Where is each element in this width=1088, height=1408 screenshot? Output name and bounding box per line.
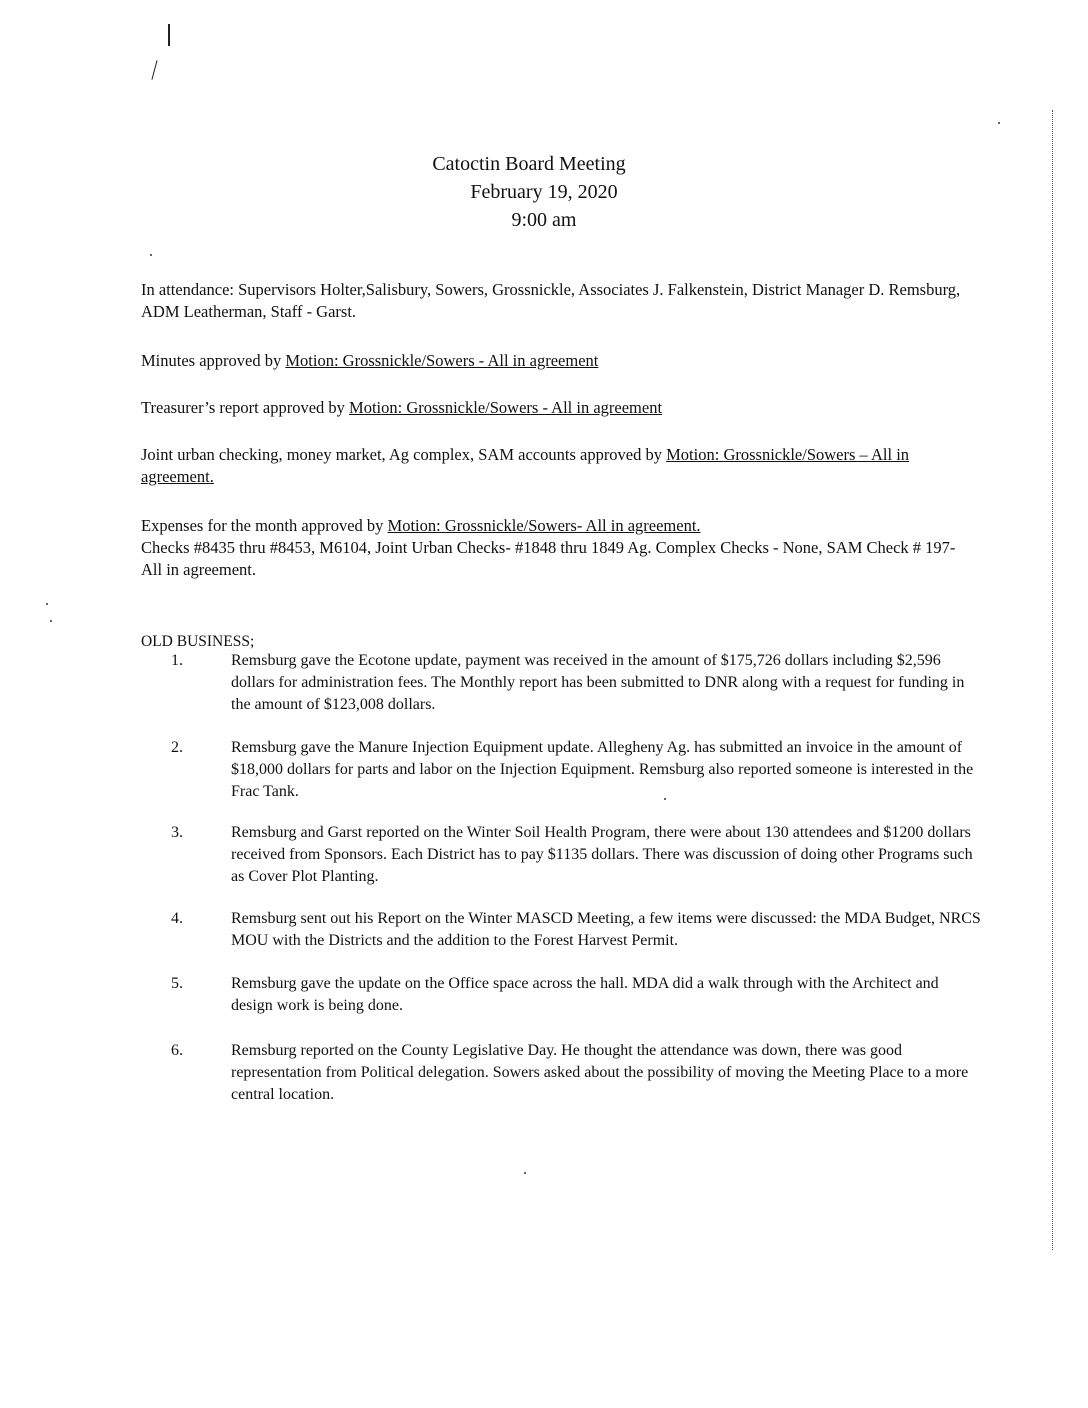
accounts-prefix: Joint urban checking, money market, Ag complex, SAM accounts approved by (141, 445, 667, 464)
scan-dot (150, 254, 152, 256)
scan-mark (168, 24, 170, 46)
item-text: Remsburg gave the Ecotone update, payment was received in the amount of $175,726 dollars including $2,596 dollars for administration fees. The Monthly report has been submitted to DNR along with a request for funding in the amount of $123,008 dollars. (231, 652, 965, 713)
item-number: 3. (171, 824, 183, 841)
treasurer-prefix: Treasurer’s report approved by (141, 398, 350, 417)
expenses-prefix: Expenses for the month approved by (141, 516, 388, 535)
minutes-motion: Motion: Grossnickle/Sowers - All in agreement (285, 351, 599, 370)
minutes-paragraph (141, 350, 971, 372)
item-text: Remsburg gave the Manure Injection Equipment update. Allegheny Ag. has submitted an invoice in the amount of $18,000 dollars for parts and labor on the Injection Equipment. Remsburg also reported someone is interested in the Frac Tank. (231, 739, 974, 800)
item-text: Remsburg sent out his Report on the Winter MASCD Meeting, a few items were discussed: the MDA Budget, NRCS MOU with the Districts and the addition to the Forest Harvest Permit. (231, 910, 981, 949)
old-business-heading: OLD BUSINESS; (141, 633, 255, 650)
accounts-paragraph (141, 444, 971, 488)
treasurer-paragraph (141, 397, 971, 419)
meeting-date: February 19, 2020 (470, 181, 618, 203)
item-text: Remsburg reported on the County Legislative Day. He thought the attendance was down, there was good representation from Political delegation. Sowers asked about the possibility of moving the Meeting Place to a more central location. (231, 1042, 969, 1103)
scan-dot (524, 1172, 526, 1174)
treasurer-motion: Motion: Grossnickle/Sowers - All in agreement (349, 398, 663, 417)
item-text: Remsburg gave the update on the Office space across the hall. MDA did a walk through with the Architect and design work is being done. (231, 975, 939, 1014)
scan-mark (151, 60, 157, 80)
item-number: 6. (171, 1042, 183, 1059)
item-text: Remsburg and Garst reported on the Winter Soil Health Program, there were about 130 attendees and $1200 dollars received from Sponsors. Each District has to pay $1135 dollars. There was discussion of doing other Programs such as Cover Plot Planting. (231, 824, 973, 885)
expenses-paragraph (141, 515, 971, 581)
minutes-prefix: Minutes approved by (141, 351, 286, 370)
item-number: 2. (171, 739, 183, 756)
accounts-motion: Motion: Grossnickle/Sowers – All in agreement. (141, 445, 910, 486)
meeting-title: Catoctin Board Meeting (432, 153, 626, 175)
meeting-time: 9:00 am (511, 209, 577, 231)
attendance-paragraph: In attendance: Supervisors Holter,Salisbury, Sowers, Grossnickle, Associates J. Falkenstein, District Manager D. Remsburg, ADM Leatherman, Staff - Garst. (141, 280, 961, 321)
scan-dot (46, 603, 48, 605)
scan-dot (998, 122, 1000, 124)
expenses-checks: Checks #8435 thru #8453, M6104, Joint Urban Checks- #1848 thru 1849 Ag. Complex Checks - None, SAM Check # 197- All in agreement. (141, 538, 956, 579)
item-number: 5. (171, 975, 183, 992)
item-number: 1. (171, 652, 183, 669)
item-number: 4. (171, 910, 183, 927)
expenses-motion: Motion: Grossnickle/Sowers- All in agreement. (387, 516, 701, 535)
scan-edge-line (1052, 110, 1054, 1250)
scan-dot (50, 620, 52, 622)
document-title-block (0, 150, 1088, 234)
